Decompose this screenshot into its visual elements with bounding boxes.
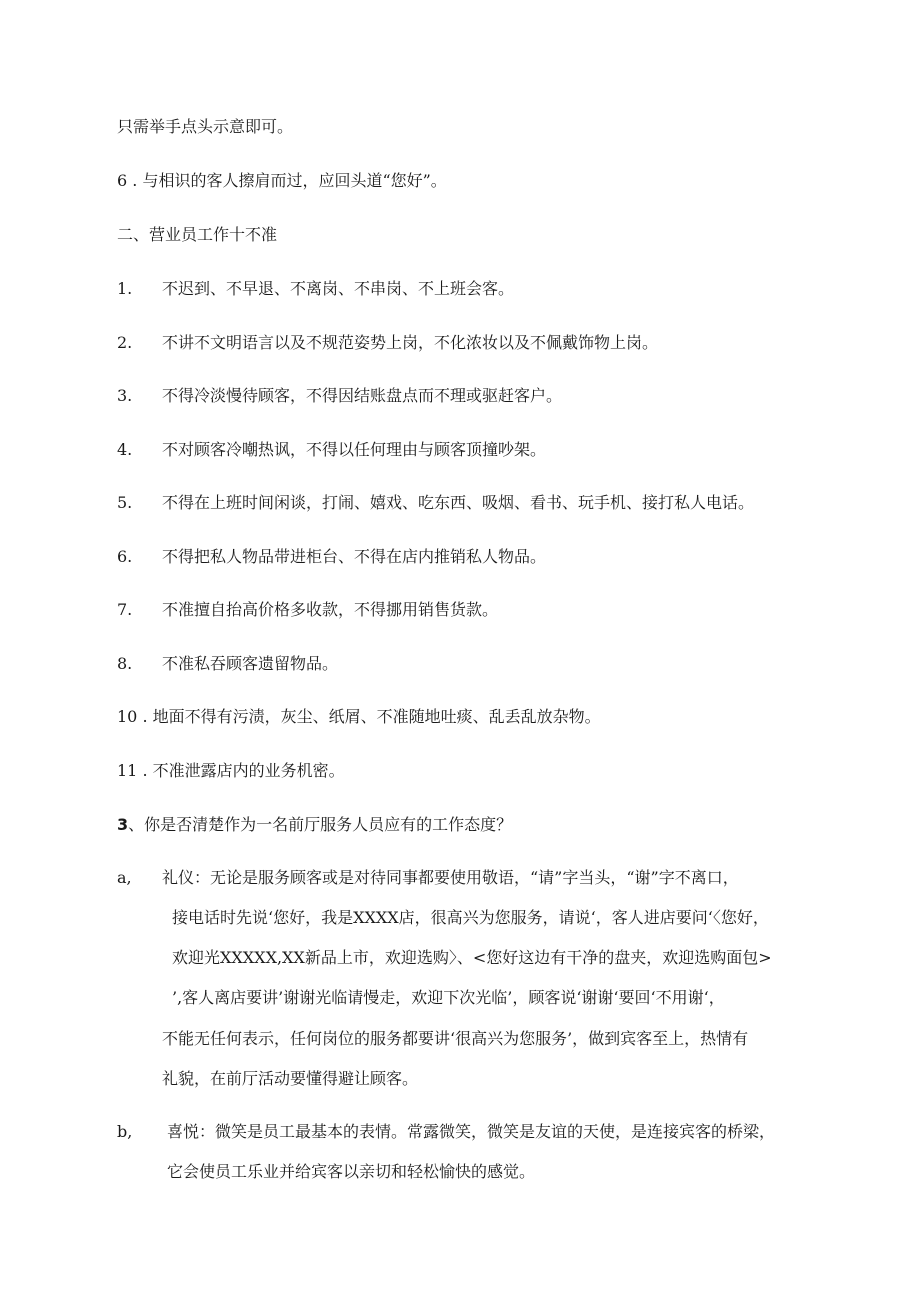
question-number: 3 xyxy=(117,815,129,834)
rule-text: 不得冷淡慢待顾客，不得因结账盘点而不理或驱赶客户。 xyxy=(162,386,563,405)
item-label: a, xyxy=(117,868,132,887)
rule-text: 不得把私人物品带进柜台、不得在店内推销私人物品。 xyxy=(162,547,547,566)
paragraph-line: 欢迎光XXXXX,XX新品上市，欢迎选购〉、<您好这边有干净的盘夹，欢迎选购面包> xyxy=(172,948,772,967)
rule-number: 8. xyxy=(117,654,133,673)
question-text: 、你是否清楚作为一名前厅服务人员应有的工作态度？ xyxy=(128,815,513,834)
rule-text: 不对顾客冷嘲热讽，不得以任何理由与顾客顶撞吵架。 xyxy=(162,440,547,459)
question-heading xyxy=(117,815,512,835)
rule-number: 3. xyxy=(117,386,133,405)
text-line: 只需举手点头示意即可。 xyxy=(117,117,294,136)
paragraph-line: ’,客人离店要讲’谢谢光临请慢走，欢迎下次光临’，顾客说‘谢谢‘要回‘不用谢‘， xyxy=(172,988,725,1007)
paragraph-line: 礼貌，在前厅活动要懂得避让顾客。 xyxy=(162,1069,419,1088)
rule-number: 2. xyxy=(117,333,133,352)
text-line: 6 . 与相识的客人擦肩而过，应回头道“您好”。 xyxy=(117,171,447,190)
paragraph-line: 礼仪：无论是服务顾客或是对待同事都要使用敬语，“请”字当头，“谢”字不离口， xyxy=(162,868,739,887)
paragraph-line: 不能无任何表示，任何岗位的服务都要讲‘很高兴为您服务’，做到宾客至上，热情有 xyxy=(162,1029,749,1048)
paragraph-line: 喜悦：微笑是员工最基本的表情。常露微笑，微笑是友谊的天使，是连接宾客的桥梁， xyxy=(167,1122,776,1141)
rule-text: 不得在上班时间闲谈，打闹、嬉戏、吃东西、吸烟、看书、玩手机、接打私人电话。 xyxy=(162,493,755,512)
rule-number: 6. xyxy=(117,547,133,566)
section-heading: 二、营业员工作十不准 xyxy=(117,225,278,244)
rule-text: 不准擅自抬高价格多收款，不得挪用销售货款。 xyxy=(162,600,499,619)
rule-number: 1. xyxy=(117,279,133,298)
item-label: b, xyxy=(117,1122,133,1141)
rule-number: 5. xyxy=(117,493,133,512)
rule-10: 10 . 地面不得有污渍，灰尘、纸屑、不准随地吐痰、乱丢乱放杂物。 xyxy=(117,707,601,726)
rule-text: 不迟到、不早退、不离岗、不串岗、不上班会客。 xyxy=(162,279,515,298)
rule-number: 7. xyxy=(117,600,133,619)
rule-text: 不准私吞顾客遗留物品。 xyxy=(162,654,339,673)
paragraph-line: 接电话时先说‘您好，我是XXXX店，很高兴为您服务，请说‘，客人进店要问‘〈您好， xyxy=(172,908,769,927)
rule-text: 不讲不文明语言以及不规范姿势上岗，不化浓妆以及不佩戴饰物上岗。 xyxy=(162,333,659,352)
paragraph-line: 它会使员工乐业并给宾客以亲切和轻松愉快的感觉。 xyxy=(167,1162,536,1181)
rule-11: 11 . 不准泄露店内的业务机密。 xyxy=(117,761,345,780)
rule-number: 4. xyxy=(117,440,133,459)
